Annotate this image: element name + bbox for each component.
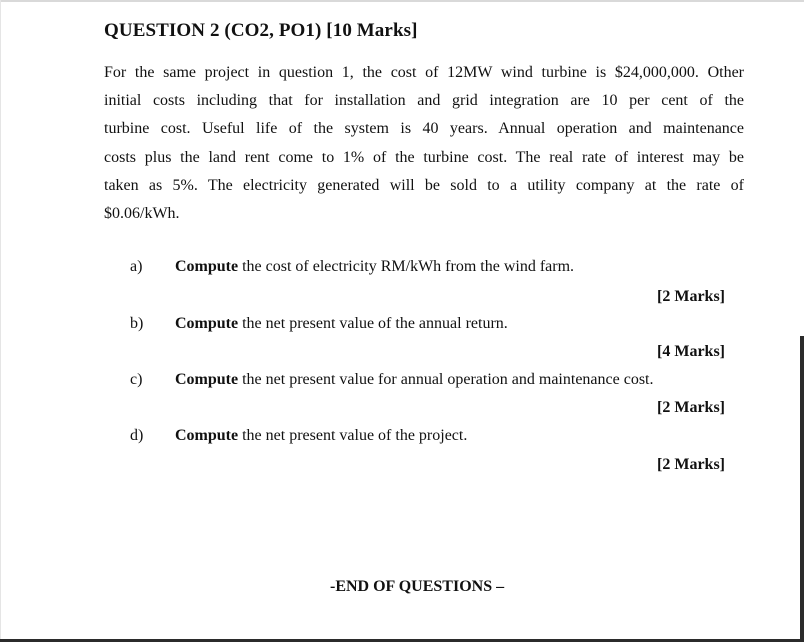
sub-question-verb: Compute [175,427,239,444]
question-paragraph [104,59,744,228]
sub-question-label: a) [130,258,143,275]
sub-question-text [175,258,574,276]
marks-b: [4 Marks] [657,343,725,360]
paragraph-line: $0.06/kWh. [104,204,180,222]
end-of-questions: -END OF QUESTIONS – [330,578,505,595]
marks-d: [2 Marks] [657,456,725,473]
sub-question-text [175,427,467,445]
marks-c: [2 Marks] [657,399,725,416]
paragraph-line: taken as 5%. The electricity generated will be sold to a utility company at the rate of [104,176,744,194]
sub-question-body: the net present value of the project. [238,427,468,444]
paragraph-line: costs plus the land rent come to 1% of the turbine cost. The real rate of interest may be [104,148,744,166]
paragraph-line: turbine cost. Useful life of the system is 40 years. Annual operation and maintenance [104,120,744,138]
sub-question-body: the net present value for annual operation and maintenance cost. [238,371,654,388]
sub-question-label: d) [130,427,144,444]
page-right-border [800,336,804,642]
sub-question-body: the cost of electricity RM/kWh from the wind farm. [238,258,575,275]
page-top-border [0,0,804,2]
paragraph-line: For the same project in question 1, the cost of 12MW wind turbine is $24,000,000. Other [104,64,744,81]
marks-a: [2 Marks] [657,288,725,305]
question-heading: QUESTION 2 (CO2, PO1) [10 Marks] [104,20,418,41]
sub-question-label: b) [130,315,144,332]
page-left-border [0,0,1,642]
paragraph-line: initial costs including that for installation and grid integration are 10 per cent of the [104,92,744,110]
sub-question-verb: Compute [175,258,239,275]
sub-question-body: the net present value of the annual return. [238,315,508,332]
sub-question-label: c) [130,371,143,388]
sub-question-verb: Compute [175,371,239,388]
sub-question-text [175,371,654,389]
sub-question-verb: Compute [175,315,239,332]
sub-question-text [175,315,508,333]
